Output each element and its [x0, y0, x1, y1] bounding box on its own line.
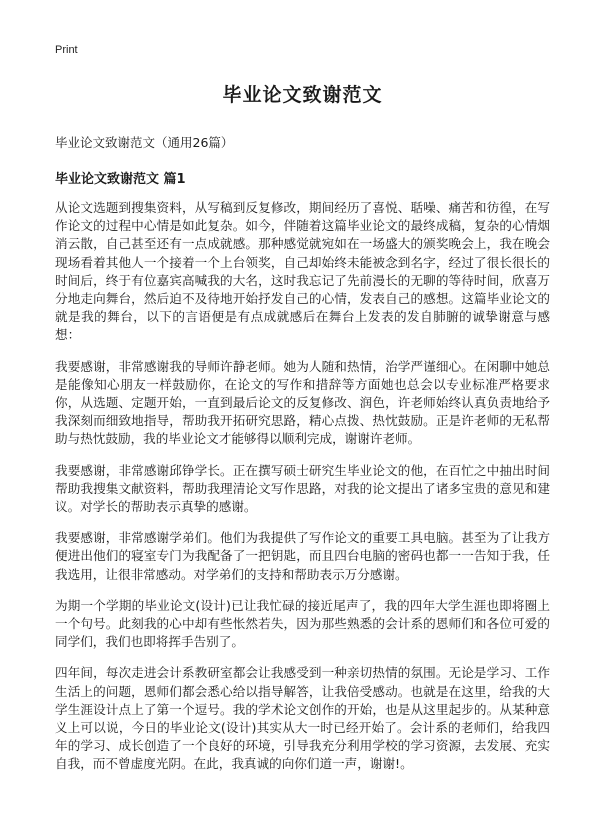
- paragraph-thanks-juniors: 我要感谢，非常感谢学弟们。他们为我提供了写作论文的重要工具电脑。甚至为了让我方便进出他们的寝室专门为我配备了一把钥匙，而且四台电脑的密码也都一一告知于我，任我选用，让很非常感动。对学弟们的支持和帮助表示万分感谢。: [55, 530, 550, 582]
- section-heading: 毕业论文致谢范文 篇1: [55, 172, 186, 187]
- print-label: Print: [55, 44, 78, 56]
- document-subtitle: 毕业论文致谢范文（通用26篇）: [55, 135, 234, 150]
- paragraph-thanks-senior: 我要感谢，非常感谢邱铮学长。正在撰写硕士研究生毕业论文的他，在百忙之中抽出时间帮助我搜集文献资料，帮助我理清论文写作思路，对我的论文提出了诸多宝贵的意见和建议。对学长的帮助表示真挚的感谢。: [55, 462, 550, 515]
- page-title: 毕业论文致谢范文: [222, 84, 383, 106]
- paragraph-thanks-department: 四年间，每次走进会计系教研室都会让我感受到一种亲切热情的氛围。无论是学习、工作生活上的问题，恩师们都会悉心给以指导解答，让我倍受感动。也就是在这里，给我的大学生涯设计点上了第一个逗号。我的学术论文创作的开始，也是从这里起步的。从某种意义上可以说，今日的毕业论文(设计)其实从大一时已经开始了。会计系的老师们，给我四年的学习、成长创造了一个良好的环境，引导我充分利用学校的学习资源，去发展、充实自我，而不曾虚度光阴。在此，我真诚的向你们道一声，谢谢!。: [55, 665, 550, 772]
- paragraph-intro: 从论文选题到搜集资料，从写稿到反复修改，期间经历了喜悦、聒噪、痛苦和彷徨，在写作论文的过程中心情是如此复杂。如今，伴随着这篇毕业论文的最终成稿，复杂的心情烟消云散，自己甚至还有一点成就感。那种感觉就宛如在一场盛大的颁奖晚会上，我在晚会现场看着其他人一个接着一个上台领奖，自己却始终未能被念到名字，经过了很长很长的时间后，终于有位嘉宾高喊我的大名，这时我忘记了先前漫长的无聊的等待时间，欣喜万分地走向舞台，然后迫不及待地开始抒发自己的心情，发表自己的感想。这篇毕业论文的就是我的舞台，以下的言语便是有点成就感后在舞台上发表的发自肺腑的诚挚谢意与感想：: [55, 200, 550, 343]
- paragraph-thanks-advisor: 我要感谢，非常感谢我的导师许静老师。她为人随和热情，治学严谨细心。在闲聊中她总是能像知心朋友一样鼓励你，在论文的写作和措辞等方面她也总会以专业标准严格要求你，从选题、定题开始，一直到最后论文的反复修改、润色，许老师始终认真负责地给予我深刻而细致地指导，帮助我开拓研究思路，精心点拨、热忱鼓励。正是许老师的无私帮助与热忱鼓励，我的毕业论文才能够得以顺利完成，谢谢许老师。: [55, 358, 550, 447]
- paragraph-farewell: 为期一个学期的毕业论文(设计)已让我忙碌的接近尾声了，我的四年大学生涯也即将圈上一个句号。此刻我的心中却有些怅然若失，因为那些熟悉的会计系的恩师们和各位可爱的同学们，我们也即将挥手告别了。: [55, 597, 550, 650]
